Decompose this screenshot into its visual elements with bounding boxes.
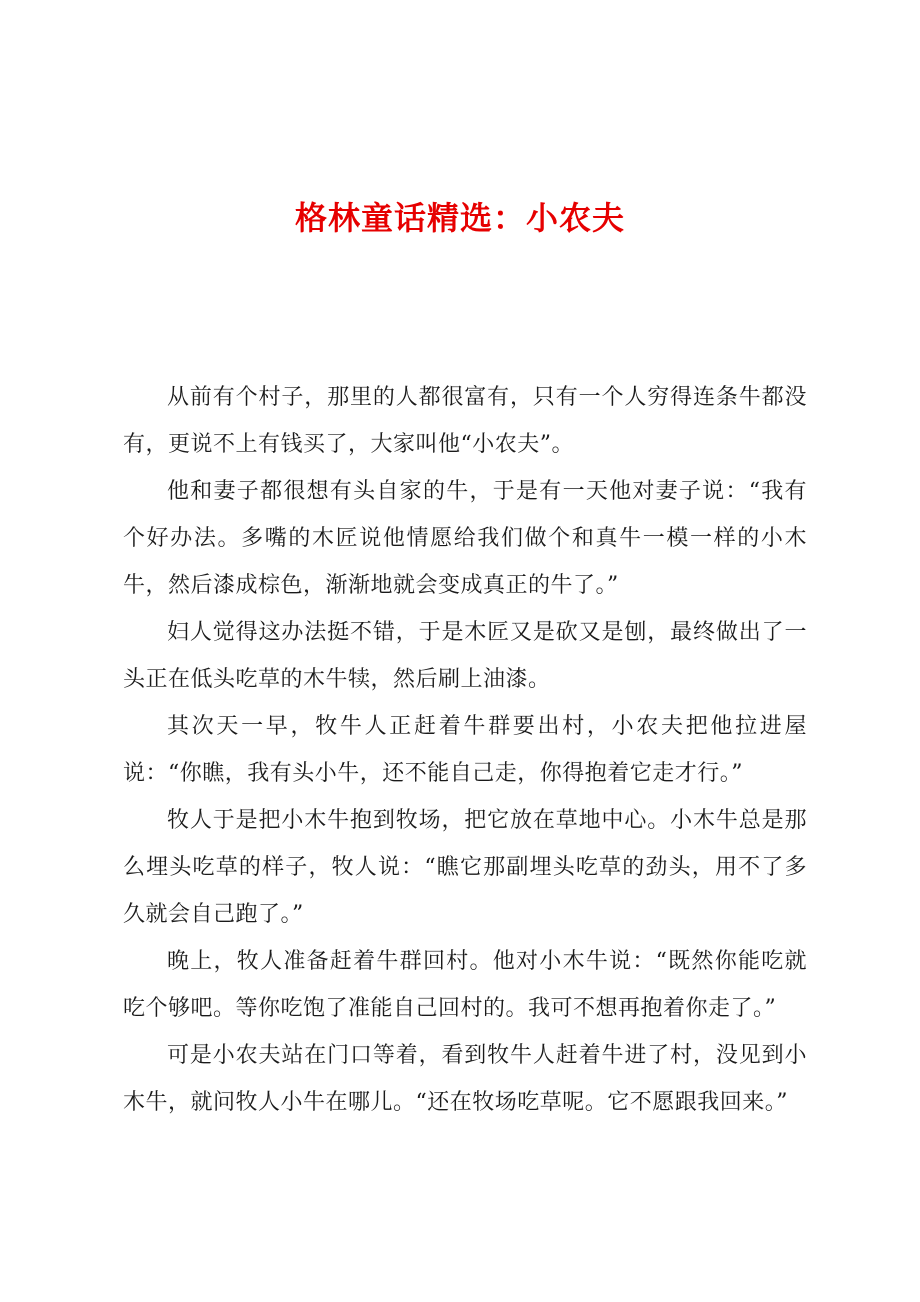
paragraph: 晚上，牧人准备赶着牛群回村。他对小木牛说：“既然你能吃就吃个够吧。等你吃饱了准能自己回村的。我可不想再抱着你走了。”	[123, 949, 807, 1021]
paragraph: 从前有个村子，那里的人都很富有，只有一个人穷得连条牛都没有，更说不上有钱买了，大家叫他“小农夫”。	[123, 385, 807, 457]
document-body	[123, 374, 807, 1126]
paragraph: 可是小农夫站在门口等着，看到牧牛人赶着牛进了村，没见到小木牛，就问牧人小牛在哪儿。“还在牧场吃草呢。它不愿跟我回来。”	[123, 1043, 807, 1115]
paragraph: 他和妻子都很想有头自家的牛，于是有一天他对妻子说：“我有个好办法。多嘴的木匠说他情愿给我们做个和真牛一模一样的小木牛，然后漆成棕色，渐渐地就会变成真正的牛了。”	[123, 479, 807, 598]
paragraph: 其次天一早，牧牛人正赶着牛群要出村，小农夫把他拉进屋说：“你瞧，我有头小牛，还不能自己走，你得抱着它走才行。”	[123, 714, 807, 786]
paragraph: 妇人觉得这办法挺不错，于是木匠又是砍又是刨，最终做出了一头正在低头吃草的木牛犊，然后刷上油漆。	[123, 620, 807, 692]
document-title: 格林童话精选：小农夫	[294, 199, 625, 237]
paragraph: 牧人于是把小木牛抱到牧场，把它放在草地中心。小木牛总是那么埋头吃草的样子，牧人说：“瞧它那副埋头吃草的劲头，用不了多久就会自己跑了。”	[123, 808, 807, 927]
